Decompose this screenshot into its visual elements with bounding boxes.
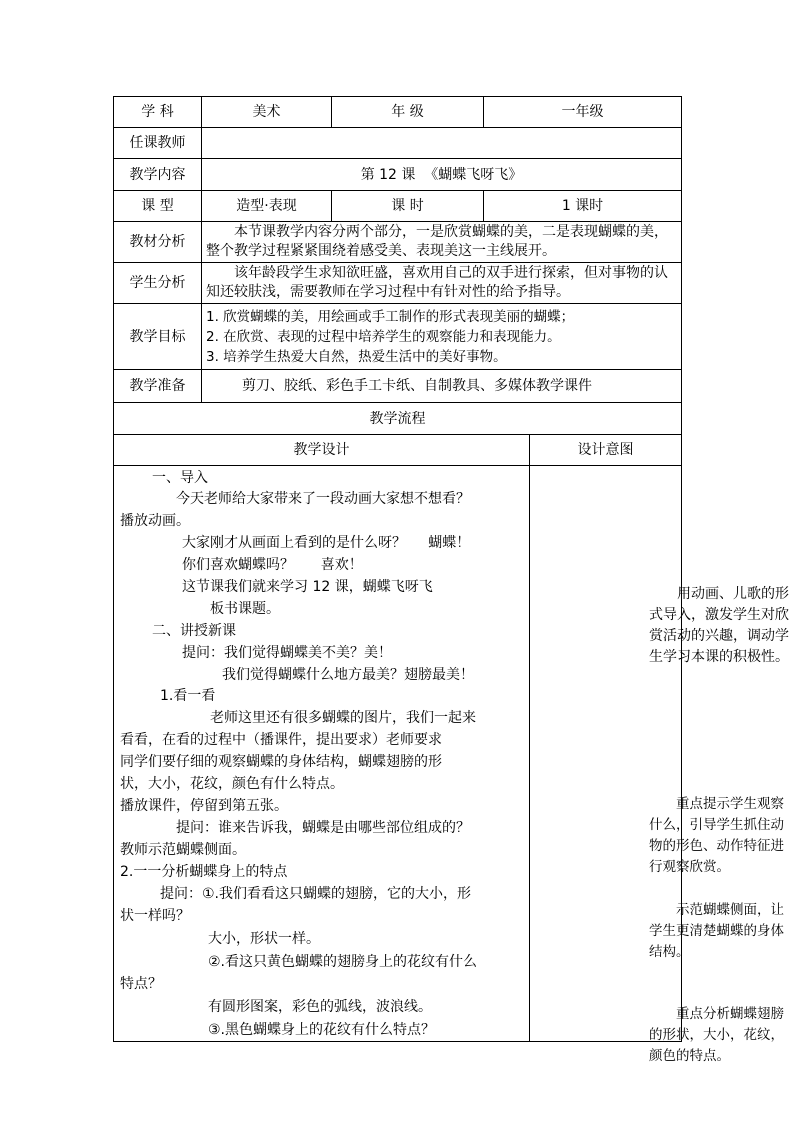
process-table xyxy=(113,434,789,1064)
grade-value: 一年级 xyxy=(484,97,682,128)
subsection-heading: 2.一一分析蝴蝶身上的特点 xyxy=(120,864,288,880)
design-line: 我们觉得蝴蝶什么地方最美？翅膀最美！ xyxy=(222,667,474,683)
intent-header: 设计意图 xyxy=(530,435,682,466)
design-line: ③.黑色蝴蝶身上的花纹有什么特点？ xyxy=(208,1022,436,1038)
type-value: 造型·表现 xyxy=(202,191,332,222)
goals-label: 教学目标 xyxy=(114,304,202,370)
teacher-label: 任课教师 xyxy=(114,128,202,159)
hours-label: 课 时 xyxy=(332,191,484,222)
design-line: 状，大小，花纹，颜色有什么特点。 xyxy=(120,776,344,792)
design-line: 老师这里还有很多蝴蝶的图片，我们一起来 xyxy=(210,710,476,726)
intent-note: 用动画、儿歌的形式导入，激发学生对欣赏活动的兴趣，调动学生学习本课的积极性。 xyxy=(649,586,789,665)
prep-label: 教学准备 xyxy=(114,370,202,403)
intent-content xyxy=(530,466,789,1064)
intent-note: 示范蝴蝶侧面，让学生更清楚蝴蝶的身体结构。 xyxy=(649,902,784,960)
section-heading: 二、讲授新课 xyxy=(152,623,236,639)
design-line: 你们喜欢蝴蝶吗？ 喜欢！ xyxy=(182,557,363,573)
design-line: 大小，形状一样。 xyxy=(208,931,320,947)
design-line: ②.看这只黄色蝴蝶的翅膀身上的花纹有什么 xyxy=(208,954,477,970)
process-title: 教学流程 xyxy=(114,403,682,435)
design-line: 今天老师给大家带来了一段动画大家想不想看？ xyxy=(176,491,470,507)
subject-label: 学 科 xyxy=(114,97,202,128)
design-line: 教师示范蝴蝶侧面。 xyxy=(120,842,246,858)
subject-value: 美术 xyxy=(202,97,332,128)
lesson-plan xyxy=(113,96,789,1064)
lesson-plan-table xyxy=(113,96,682,435)
material-label: 教材分析 xyxy=(114,222,202,263)
design-line: 播放动画。 xyxy=(120,513,190,529)
intent-note: 重点提示学生观察什么，引导学生抓住动物的形色、动作特征进行观察欣赏。 xyxy=(649,796,784,875)
design-header: 教学设计 xyxy=(114,435,530,466)
design-line: 看看，在看的过程中（播课件，提出要求）老师要求 xyxy=(120,732,442,748)
design-line: 大家刚才从画面上看到的是什么呀？ 蝴蝶！ xyxy=(182,535,471,551)
subsection-heading: 1.看一看 xyxy=(160,688,216,704)
design-line: 状一样吗？ xyxy=(120,908,190,924)
grade-label: 年 级 xyxy=(332,97,484,128)
design-line: 同学们要仔细的观察蝴蝶的身体结构，蝴蝶翅膀的形 xyxy=(120,754,442,770)
design-line: 播放课件，停留到第五张。 xyxy=(120,798,288,814)
design-line: 特点？ xyxy=(120,976,162,992)
design-line: 提问：谁来告诉我，蝴蝶是由哪些部位组成的？ xyxy=(176,820,470,836)
design-line: 有圆形图案，彩色的弧线，波浪线。 xyxy=(208,999,432,1015)
design-line: 这节课我们就来学习 12 课，蝴蝶飞呀飞 xyxy=(182,579,433,595)
hours-value: 1 课时 xyxy=(484,191,682,222)
goal-item: 2. 在欣赏、表现的过程中培养学生的观察能力和表现能力。 xyxy=(206,328,561,345)
content-value: 第 12 课 《蝴蝶飞呀飞》 xyxy=(202,159,682,191)
design-content xyxy=(114,466,530,1042)
intent-note: 重点分析蝴蝶翅膀的形状，大小，花纹，颜色的特点。 xyxy=(649,1006,784,1064)
design-line: 板书课题。 xyxy=(210,601,280,617)
content-label: 教学内容 xyxy=(114,159,202,191)
teacher-value xyxy=(202,128,682,159)
student-label: 学生分析 xyxy=(114,263,202,304)
design-line: 提问：①.我们看看这只蝴蝶的翅膀，它的大小，形 xyxy=(160,886,471,902)
type-label: 课 型 xyxy=(114,191,202,222)
prep-text: 剪刀、胶纸、彩色手工卡纸、自制教具、多媒体教学课件 xyxy=(202,370,682,403)
goal-item: 1. 欣赏蝴蝶的美，用绘画或手工制作的形式表现美丽的蝴蝶； xyxy=(206,308,575,325)
student-text: 该年龄段学生求知欲旺盛，喜欢用自己的双手进行探索，但对事物的认知还较肤浅，需要教师在学习过程中有针对性的给予指导。 xyxy=(202,263,682,304)
goals-list xyxy=(202,304,682,370)
design-line: 提问：我们觉得蝴蝶美不美？美！ xyxy=(182,645,392,661)
goal-item: 3. 培养学生热爱大自然，热爱生活中的美好事物。 xyxy=(206,348,507,365)
section-heading: 一、导入 xyxy=(152,470,208,486)
material-text: 本节课教学内容分两个部分，一是欣赏蝴蝶的美，二是表现蝴蝶的美，整个教学过程紧紧围绕着感受美、表现美这一主线展开。 xyxy=(202,222,682,263)
